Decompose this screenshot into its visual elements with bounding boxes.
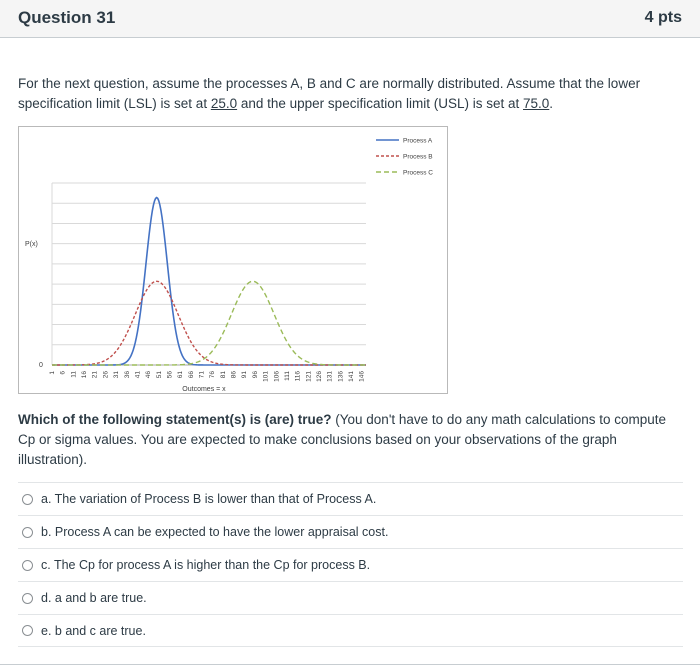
x-tick-label: 21 (91, 371, 99, 379)
option-label: a. The variation of Process B is lower than that of Process A. (41, 492, 377, 506)
x-tick-label: 11 (70, 371, 78, 378)
x-tick-label: 71 (198, 371, 206, 379)
x-tick-label: 66 (187, 371, 195, 379)
radio-button[interactable] (22, 560, 33, 571)
x-tick-label: 131 (326, 371, 334, 382)
option-d[interactable] (18, 581, 683, 614)
usl-value: 75.0 (523, 96, 550, 111)
option-label: b. Process A can be expected to have the lower appraisal cost. (41, 525, 389, 539)
x-tick-label: 41 (134, 371, 142, 379)
x-tick-label: 146 (358, 371, 366, 382)
x-tick-label: 1 (49, 371, 56, 375)
x-tick-label: 96 (251, 371, 259, 379)
option-b[interactable] (18, 515, 683, 548)
divider (0, 664, 700, 665)
x-tick-label: 116 (294, 371, 302, 382)
x-tick-label: 76 (209, 371, 217, 379)
x-axis-label: Outcomes = x (182, 386, 226, 393)
legend-label: Process C (403, 169, 433, 177)
question-intro (18, 74, 678, 114)
series-line-process-a (52, 198, 366, 365)
radio-button[interactable] (22, 625, 33, 636)
y-tick-label: 0 (39, 362, 43, 369)
x-tick-label: 36 (123, 371, 131, 379)
option-label: e. b and c are true. (41, 623, 146, 638)
intro-text-3: . (549, 96, 554, 111)
x-tick-label: 121 (305, 371, 313, 382)
x-tick-label: 31 (113, 371, 121, 379)
option-label: c. The Cp for process A is higher than the Cp for process B. (41, 558, 371, 572)
x-tick-label: 101 (262, 371, 270, 382)
option-e[interactable] (18, 614, 683, 647)
series-line-process-b (52, 281, 366, 365)
question-points: 4 pts (644, 9, 682, 26)
x-tick-label: 56 (166, 371, 174, 379)
x-tick-label: 106 (273, 371, 281, 382)
radio-button[interactable] (22, 593, 33, 604)
x-tick-label: 16 (81, 371, 89, 379)
y-axis-label: P(x) (25, 241, 38, 248)
x-tick-label: 91 (241, 371, 249, 379)
legend-label: Process B (403, 153, 433, 161)
intro-text-1: For the next question, assume the processes A, B and C are normally distributed. Assume that the lower specification limit (LSL) is set at (18, 76, 641, 111)
answer-options (18, 482, 683, 647)
intro-text-2: and the upper specification limit (USL) is set at (237, 96, 523, 111)
x-tick-label: 26 (102, 371, 110, 379)
question-rest-text: (You don't have to do any math calculations to compute Cp or sigma values. You are expected to make conclusions based on your observations of the graph illustration). (18, 412, 667, 467)
radio-button[interactable] (22, 494, 33, 505)
x-tick-label: 46 (145, 371, 153, 379)
option-a[interactable] (18, 482, 683, 515)
x-tick-label: 126 (316, 371, 324, 382)
question-prompt (18, 410, 683, 470)
question-title: Question 31 (18, 8, 116, 27)
lsl-value: 25.0 (210, 96, 238, 111)
x-tick-label: 86 (230, 371, 238, 379)
x-tick-label: 111 (283, 371, 291, 381)
x-tick-label: 136 (337, 371, 345, 382)
series-line-process-c (52, 281, 366, 365)
x-tick-label: 81 (219, 371, 227, 379)
x-tick-label: 6 (59, 371, 67, 375)
chart-svg (19, 127, 447, 393)
question-bold-text: Which of the following statement(s) is (are) true? (18, 412, 332, 427)
x-tick-label: 51 (155, 371, 163, 379)
legend-label: Process A (403, 137, 433, 145)
x-tick-label: 61 (177, 371, 185, 379)
option-label: d. a and b are true. (41, 591, 147, 605)
radio-button[interactable] (22, 527, 33, 538)
option-c[interactable] (18, 548, 683, 581)
process-distribution-chart (18, 126, 448, 394)
x-tick-label: 141 (348, 371, 356, 382)
question-header (0, 0, 700, 38)
